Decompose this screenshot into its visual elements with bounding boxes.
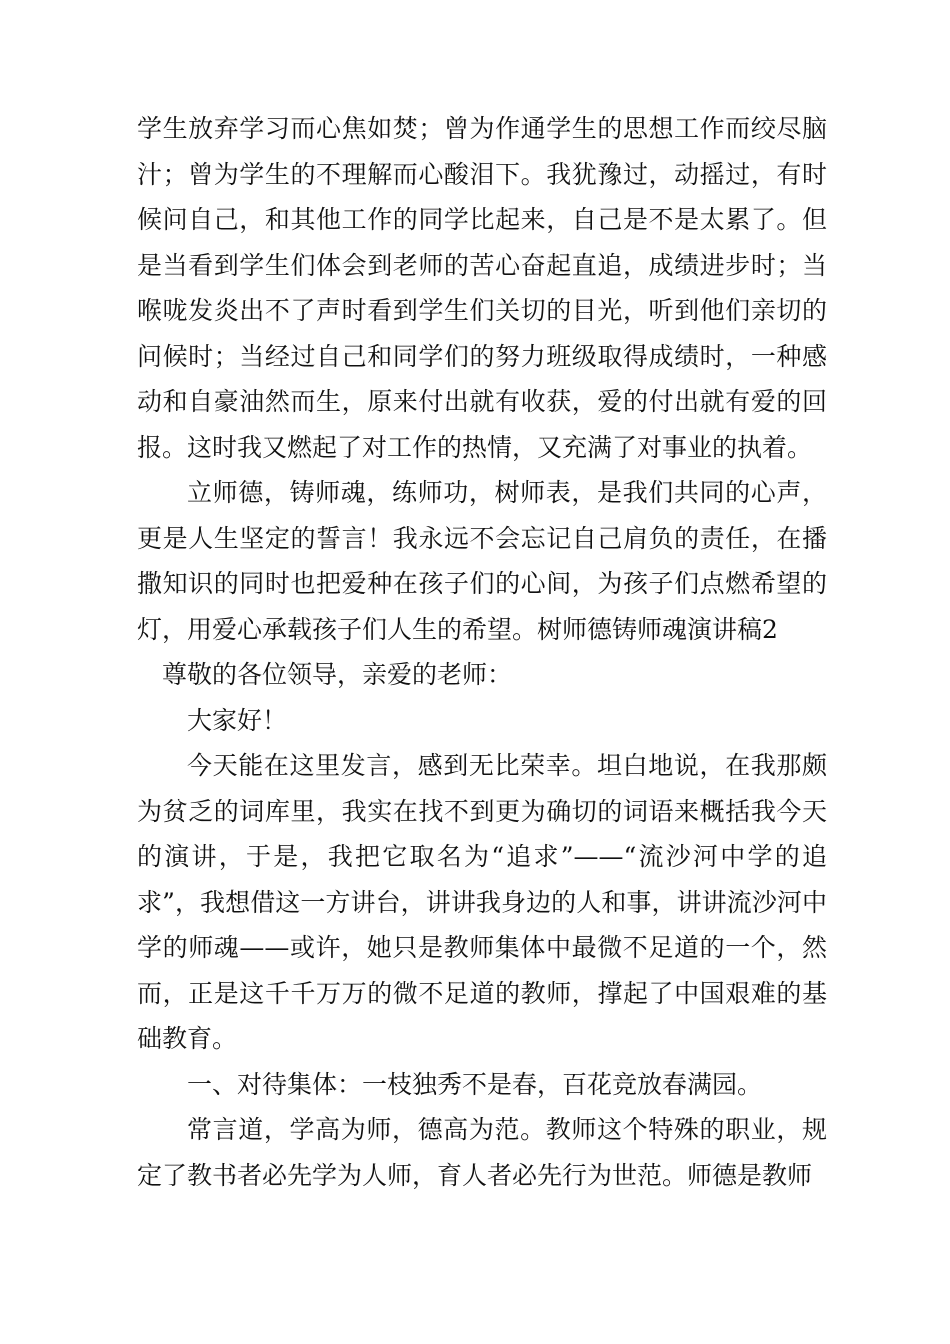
paragraph-1: 学生放弃学习而心焦如焚；曾为作通学生的思想工作而绞尽脑汁；曾为学生的不理解而心酸泪下。我犹豫过，动摇过，有时候问自己，和其他工作的同学比起来，自己是不是太累了。但是当看到学生们体会到老师的苦心奋起直追，成绩进步时；当喉咙发炎出不了声时看到学生们关切的目光，听到他们亲切的问候时；当经过自己和同学们的努力班级取得成绩时，一种感动和自豪油然而生，原来付出就有收获，爱的付出就有爱的回报。这时我又燃起了对工作的热情，又充满了对事业的执着。 [137,114,827,462]
section-title: 树师德铸师魂演讲稿2 [537,614,778,644]
paragraph-2-text: 立师德，铸师魂，练师功，树师表，是我们共同的心声，更是人生坚定的誓言！我永远不会忘记自己肩负的责任，在播撒知识的同时也把爱种在孩子们的心间，为孩子们点燃希望的灯，用爱心承载孩子们人生的希望。 [137,478,827,644]
document-body [137,106,827,1198]
paragraph-3: 今天能在这里发言，感到无比荣幸。坦白地说，在我那颇为贫乏的词库里，我实在找不到更为确切的词语来概括我今天的演讲，于是，我把它取名为“追求”——“流沙河中学的追求”，我想借这一方讲台，讲讲我身边的人和事，讲讲流沙河中学的师魂——或许，她只是教师集体中最微不足道的一个，然而，正是这千千万万的微不足道的教师，撑起了中国艰难的基础教育。 [137,751,827,1053]
paragraph-4: 常言道，学高为师，德高为范。教师这个特殊的职业，规定了教书者必先学为人师，育人者必先行为世范。师德是教师 [137,1115,827,1190]
paragraph-2 [137,470,827,652]
heading-section-one: 一、对待集体：一枝独秀不是春，百花竞放春满园。 [187,1069,763,1099]
salutation: 尊敬的各位领导，亲爱的老师： [162,660,513,689]
greeting: 大家好！ [187,705,288,735]
